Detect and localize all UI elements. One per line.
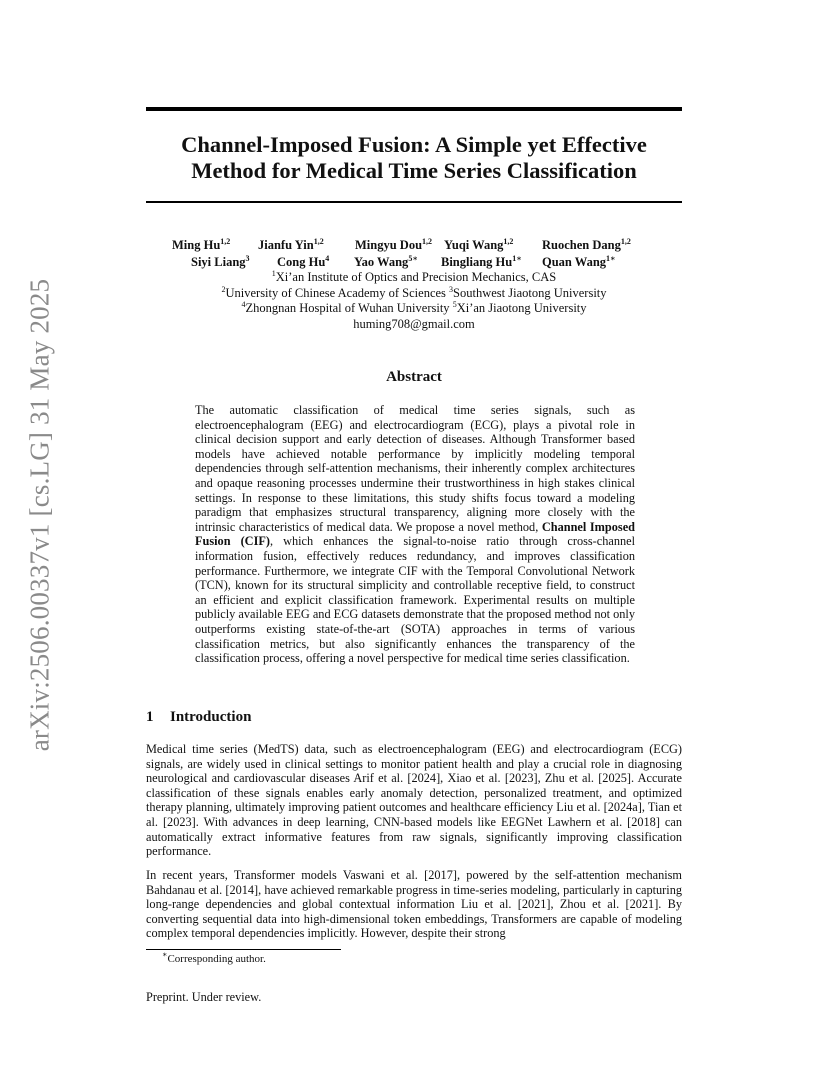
- author-name: Jianfu Yin: [258, 238, 314, 252]
- title-top-rule: [146, 107, 682, 111]
- author-name: Cong Hu: [277, 255, 326, 269]
- affiliation-mark: 5: [452, 300, 457, 309]
- affiliation-text: University of Chinese Academy of Sciences: [225, 285, 450, 300]
- affiliation-mark: 2: [221, 284, 226, 294]
- author-name: Mingyu Dou: [355, 238, 423, 252]
- author: [444, 238, 513, 253]
- author-name: Bingliang Hu: [441, 255, 513, 269]
- author: [354, 255, 418, 270]
- arxiv-identifier: [20, 270, 60, 760]
- affiliation-line-3: [146, 301, 682, 317]
- author-name: Ruochen Dang: [542, 238, 621, 252]
- author-row-1: [146, 238, 682, 255]
- section-number: 1: [146, 709, 154, 725]
- contact-email[interactable]: huming708@gmail.com: [353, 316, 475, 331]
- affiliation-line-1: [146, 270, 682, 286]
- author-mark: 1,2: [220, 237, 231, 246]
- arxiv-identifier-text: arXiv:2506.00337v1 [cs.LG] 31 May 2025: [24, 278, 55, 752]
- affiliation-text: Zhongnan Hospital of Wuhan University: [245, 301, 453, 315]
- affiliation-mark: 3: [449, 284, 454, 294]
- affiliation-text: Xi’an Jiaotong University: [456, 301, 587, 315]
- author-name: Yao Wang: [354, 255, 409, 269]
- author-mark: 1,2: [503, 237, 514, 246]
- abstract-text: , which enhances the signal-to-noise ratio through cross-channel information fusion, effectively reduces redundancy, and improves classification performance. Furthermore, we integrate CIF with the Temporal Convolutional Network (TCN), known for its structural simplicity and controllable receptive field, to construct an efficient and explicit classification framework. Experimental results on multiple publicly available EEG and ECG datasets demonstrate that the proposed method not only outperforms existing state-of-the-art (SOTA) approaches in terms of various classification metrics, but also significantly enhances the transparency of the classification process, offering a novel perspective for medical time series classification.: [195, 534, 635, 666]
- title-bottom-rule: [146, 201, 682, 203]
- section-heading-introduction: [146, 709, 682, 726]
- author-mark: 1,2: [620, 237, 631, 246]
- author: [355, 238, 432, 253]
- affiliation-mark: 1: [271, 269, 276, 278]
- footnote-rule: [146, 949, 341, 950]
- author-mark: 3: [245, 254, 250, 263]
- author: [277, 255, 329, 270]
- affiliations: [146, 270, 682, 332]
- author-mark: 1∗: [606, 254, 616, 263]
- author-mark: 5∗: [408, 254, 418, 263]
- method-name: Channel Imposed Fusion (CIF): [195, 519, 635, 549]
- author-name: Yuqi Wang: [444, 238, 504, 252]
- affiliation-text: Xi’an Institute of Optics and Precision Mechanics, CAS: [275, 270, 557, 284]
- affiliation-mark: 4: [241, 300, 246, 309]
- author: [441, 255, 522, 270]
- author-mark: 4: [325, 254, 330, 263]
- paper-title: Channel-Imposed Fusion: A Simple yet Effective Method for Medical Time Series Classification: [181, 132, 647, 183]
- author-mark: 1,2: [313, 237, 324, 246]
- section-title: Introduction: [170, 709, 252, 725]
- author: [542, 255, 616, 270]
- affiliation-line-2: [146, 286, 682, 302]
- author-name: Siyi Liang: [191, 255, 246, 269]
- footnote-text: Corresponding author.: [167, 953, 266, 965]
- author-name: Ming Hu: [172, 238, 221, 252]
- author: [191, 255, 250, 270]
- preprint-note: Preprint. Under review.: [146, 990, 262, 1004]
- abstract-heading: Abstract: [386, 369, 442, 385]
- abstract-text: The automatic classification of medical time series signals, such as electroencephalogram (EEG) and electrocardiogram (ECG), plays a pivotal role in clinical decision support and early detection of diseases. Although Transformer based models have achieved notable performance by implicitly modeling temporal dependencies through self-attention mechanisms, their inherently complex architectures and opaque reasoning processes undermine their trustworthiness in high stakes clinical settings. In response to these limitations, this study shifts focus toward a modeling paradigm that emphasizes structural transparency, aligning more closely with the intrinsic characteristics of medical data. We propose a novel method,: [195, 403, 635, 534]
- intro-paragraph-2: In recent years, Transformer models Vaswani et al. [2017], powered by the self-attention mechanism Bahdanau et al. [2014], have achieved remarkable progress in time-series modeling, particularly in capturing long-range dependencies and global contextual information Liu et al. [2021], Zhou et al. [2021]. By converting sequential data into high-dimensional token embeddings, Transformers are capable of modeling complex temporal dependencies implicitly. However, despite their strong: [146, 868, 682, 941]
- author-name: Quan Wang: [542, 255, 607, 269]
- affiliation-text: Southwest Jiaotong University: [453, 285, 607, 300]
- intro-paragraph-1: Medical time series (MedTS) data, such as electroencephalogram (EEG) and electrocardiogram (ECG) signals, are widely used in clinical settings to monitor patient health and play a crucial role in diagnosing neurological and cardiovascular diseases Arif et al. [2024], Xiao et al. [2023], Zhu et al. [2025]. Accurate classification of these signals enables early anomaly detection, personalized treatment, and optimized therapy planning, ultimately improving patient outcomes and healthcare efficiency Liu et al. [2024a], Tian et al. [2023]. With advances in deep learning, CNN-based models like EEGNet Lawhern et al. [2018] can automatically extract informative features from raw signals, significantly improving classification performance.: [146, 742, 682, 859]
- author-list: [146, 238, 682, 272]
- author: [258, 238, 324, 253]
- author-mark: 1∗: [512, 254, 522, 263]
- author: [172, 238, 230, 253]
- author: [542, 238, 631, 253]
- abstract-body: [195, 403, 635, 666]
- author-mark: 1,2: [422, 237, 433, 246]
- footnote: [162, 950, 266, 965]
- footnote-mark: ∗: [162, 950, 168, 959]
